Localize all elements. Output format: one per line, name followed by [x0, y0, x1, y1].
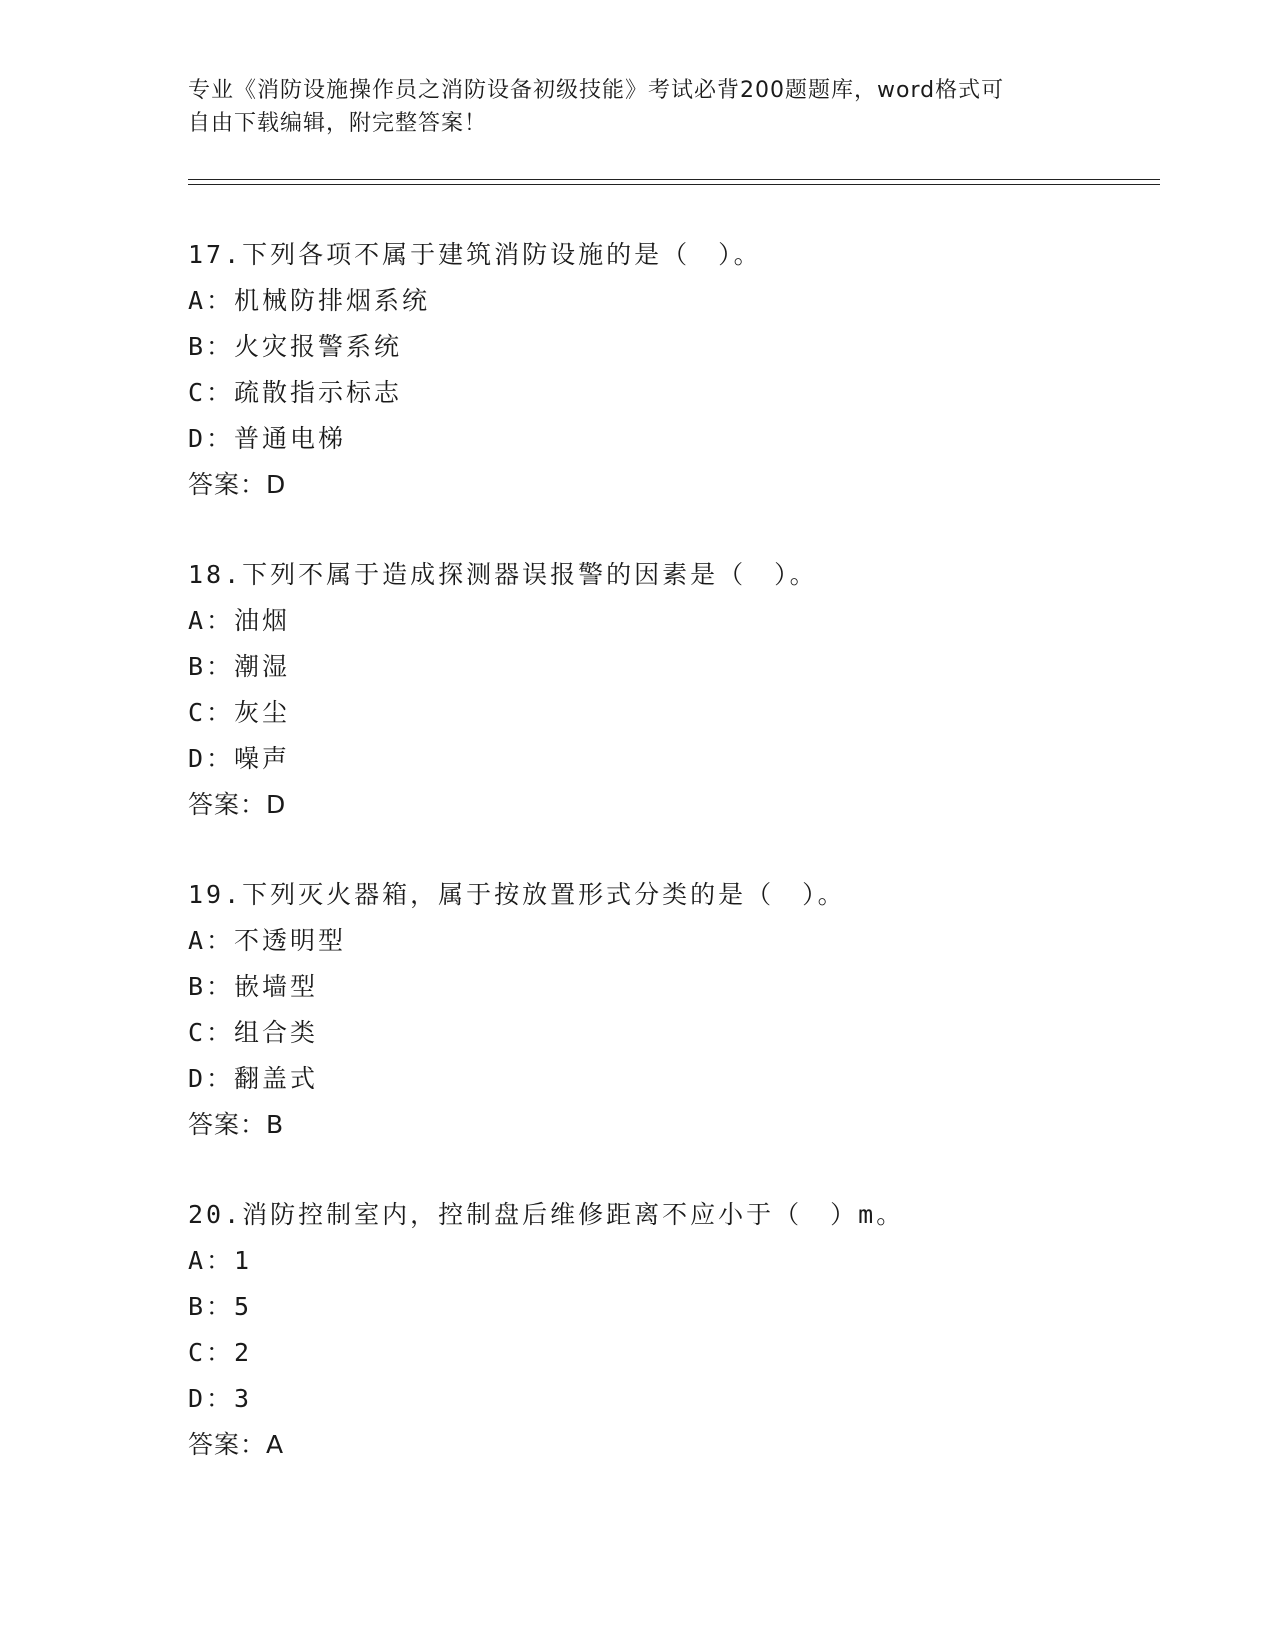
question-stem: 20.消防控制室内，控制盘后维修距离不应小于（ ）m。 — [188, 1200, 905, 1229]
header-line-1: 专业《消防设施操作员之消防设备初级技能》考试必背200题题库，word格式可 — [188, 78, 1005, 103]
option-b: B：潮湿 — [188, 652, 291, 681]
document-header — [188, 74, 1088, 140]
option-a: A：油烟 — [188, 606, 291, 635]
option-d: D：普通电梯 — [188, 424, 347, 453]
answer-line: 答案：D — [188, 470, 287, 499]
option-b: B：嵌墙型 — [188, 972, 319, 1001]
answer-line: 答案：B — [188, 1110, 285, 1139]
option-a: A：机械防排烟系统 — [188, 286, 431, 315]
question-stem: 18.下列不属于造成探测器误报警的因素是（ ）。 — [188, 560, 818, 589]
header-divider-bottom — [188, 184, 1160, 185]
answer-line: 答案：D — [188, 790, 287, 819]
answer-line: 答案：A — [188, 1430, 285, 1459]
question-block — [188, 1192, 1168, 1468]
header-line-2: 自由下载编辑，附完整答案！ — [188, 111, 488, 136]
question-stem: 17.下列各项不属于建筑消防设施的是（ ）。 — [188, 240, 762, 269]
option-c: C：组合类 — [188, 1018, 319, 1047]
header-divider-top — [188, 179, 1160, 180]
question-block — [188, 232, 1168, 508]
option-b: B：火灾报警系统 — [188, 332, 403, 361]
question-block — [188, 552, 1168, 828]
option-a: A：1 — [188, 1246, 253, 1275]
question-block — [188, 872, 1168, 1148]
option-c: C：2 — [188, 1338, 253, 1367]
option-c: C：灰尘 — [188, 698, 291, 727]
question-stem: 19.下列灭火器箱，属于按放置形式分类的是（ ）。 — [188, 880, 846, 909]
option-d: D：3 — [188, 1384, 253, 1413]
option-c: C：疏散指示标志 — [188, 378, 403, 407]
option-a: A：不透明型 — [188, 926, 347, 955]
option-b: B：5 — [188, 1292, 253, 1321]
option-d: D：翻盖式 — [188, 1064, 319, 1093]
option-d: D：噪声 — [188, 744, 291, 773]
